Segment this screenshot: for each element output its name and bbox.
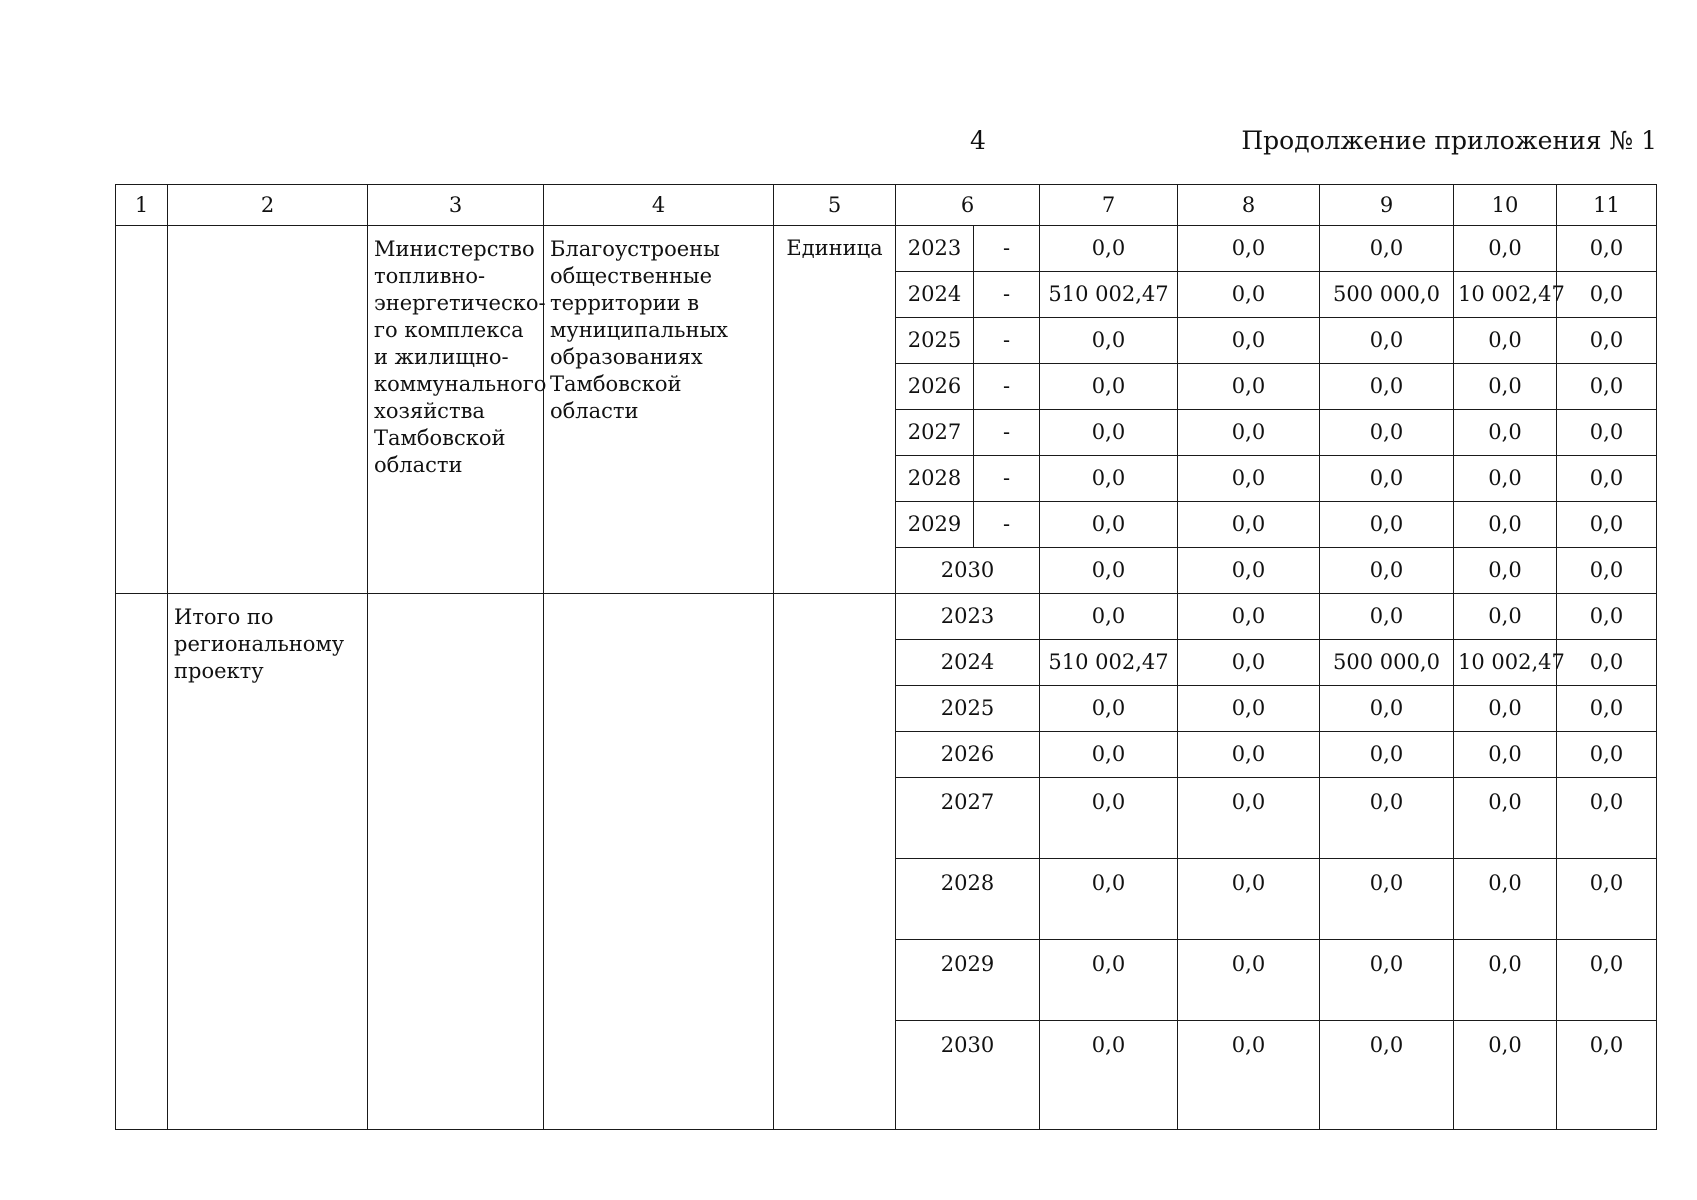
- plan-cell: -: [974, 502, 1040, 548]
- value-cell: 0,0: [1454, 226, 1557, 272]
- column-header: 4: [544, 185, 774, 226]
- row-number-cell: [116, 226, 168, 594]
- value-cell: 500 000,0: [1320, 640, 1454, 686]
- value-cell: 0,0: [1454, 502, 1557, 548]
- table-row: [116, 226, 1657, 272]
- value-cell: 0,0: [1454, 364, 1557, 410]
- table-body: [116, 185, 1657, 1130]
- name-cell: [168, 226, 368, 594]
- value-cell: 0,0: [1040, 548, 1178, 594]
- column-header: 5: [774, 185, 896, 226]
- value-cell: 0,0: [1320, 318, 1454, 364]
- value-cell: 0,0: [1178, 548, 1320, 594]
- value-cell: 0,0: [1040, 859, 1178, 940]
- value-cell: 0,0: [1040, 594, 1178, 640]
- value-cell: 0,0: [1178, 364, 1320, 410]
- column-header: 8: [1178, 185, 1320, 226]
- executor-cell: Министерство топливно-энергетическо-го комплекса и жилищно-коммунального хозяйства Тамбовской области: [368, 226, 544, 594]
- value-cell: 0,0: [1557, 859, 1657, 940]
- value-cell: 0,0: [1178, 502, 1320, 548]
- value-cell: 0,0: [1320, 859, 1454, 940]
- column-header: 11: [1557, 185, 1657, 226]
- value-cell: 0,0: [1040, 940, 1178, 1021]
- value-cell: 0,0: [1178, 732, 1320, 778]
- value-cell: 0,0: [1454, 859, 1557, 940]
- value-cell: 500 000,0: [1320, 272, 1454, 318]
- column-header: 2: [168, 185, 368, 226]
- value-cell: 0,0: [1040, 778, 1178, 859]
- year-cell: 2023: [896, 594, 1040, 640]
- column-header: 1: [116, 185, 168, 226]
- value-cell: 0,0: [1557, 940, 1657, 1021]
- plan-cell: -: [974, 272, 1040, 318]
- value-cell: 0,0: [1178, 410, 1320, 456]
- value-cell: 0,0: [1320, 226, 1454, 272]
- column-number-header-row: [116, 185, 1657, 226]
- value-cell: 0,0: [1557, 594, 1657, 640]
- column-header: 10: [1454, 185, 1557, 226]
- value-cell: 0,0: [1454, 410, 1557, 456]
- value-cell: 0,0: [1557, 732, 1657, 778]
- value-cell: 10 002,47: [1454, 272, 1557, 318]
- year-cell: 2027: [896, 410, 974, 456]
- value-cell: 0,0: [1040, 686, 1178, 732]
- value-cell: 0,0: [1178, 1021, 1320, 1130]
- value-cell: 0,0: [1178, 456, 1320, 502]
- column-header: 3: [368, 185, 544, 226]
- value-cell: 0,0: [1178, 594, 1320, 640]
- value-cell: 0,0: [1178, 859, 1320, 940]
- value-cell: 0,0: [1320, 502, 1454, 548]
- value-cell: 0,0: [1454, 940, 1557, 1021]
- year-cell: 2025: [896, 686, 1040, 732]
- value-cell: 0,0: [1557, 1021, 1657, 1130]
- value-cell: 0,0: [1557, 226, 1657, 272]
- value-cell: 510 002,47: [1040, 640, 1178, 686]
- result-cell: Благоустроены общественные территории в муниципальных образованиях Тамбовской области: [544, 226, 774, 594]
- value-cell: 0,0: [1040, 502, 1178, 548]
- value-cell: 0,0: [1040, 364, 1178, 410]
- appendix-continuation-note: Продолжение приложения № 1: [1241, 126, 1657, 155]
- executor-cell: [368, 594, 544, 1130]
- value-cell: 0,0: [1454, 594, 1557, 640]
- value-cell: 0,0: [1178, 640, 1320, 686]
- value-cell: 0,0: [1320, 456, 1454, 502]
- value-cell: 0,0: [1557, 778, 1657, 859]
- year-cell: 2029: [896, 940, 1040, 1021]
- value-cell: 510 002,47: [1040, 272, 1178, 318]
- value-cell: 0,0: [1454, 686, 1557, 732]
- year-cell: 2024: [896, 272, 974, 318]
- plan-cell: -: [974, 318, 1040, 364]
- year-cell: 2028: [896, 456, 974, 502]
- year-cell: 2029: [896, 502, 974, 548]
- value-cell: 10 002,47: [1454, 640, 1557, 686]
- value-cell: 0,0: [1320, 686, 1454, 732]
- row-number-cell: [116, 594, 168, 1130]
- value-cell: 0,0: [1040, 410, 1178, 456]
- value-cell: 0,0: [1557, 686, 1657, 732]
- column-header: 6: [896, 185, 1040, 226]
- value-cell: 0,0: [1320, 548, 1454, 594]
- value-cell: 0,0: [1557, 410, 1657, 456]
- year-cell: 2030: [896, 1021, 1040, 1130]
- year-cell: 2023: [896, 226, 974, 272]
- value-cell: 0,0: [1557, 364, 1657, 410]
- value-cell: 0,0: [1320, 1021, 1454, 1130]
- value-cell: 0,0: [1320, 778, 1454, 859]
- value-cell: 0,0: [1557, 272, 1657, 318]
- value-cell: 0,0: [1178, 686, 1320, 732]
- value-cell: 0,0: [1454, 456, 1557, 502]
- value-cell: 0,0: [1454, 1021, 1557, 1130]
- value-cell: 0,0: [1454, 318, 1557, 364]
- value-cell: 0,0: [1040, 226, 1178, 272]
- value-cell: 0,0: [1454, 548, 1557, 594]
- value-cell: 0,0: [1040, 456, 1178, 502]
- year-cell: 2026: [896, 732, 1040, 778]
- value-cell: 0,0: [1040, 732, 1178, 778]
- column-header: 7: [1040, 185, 1178, 226]
- plan-cell: -: [974, 456, 1040, 502]
- plan-cell: -: [974, 410, 1040, 456]
- value-cell: 0,0: [1178, 226, 1320, 272]
- value-cell: 0,0: [1320, 732, 1454, 778]
- year-cell: 2027: [896, 778, 1040, 859]
- value-cell: 0,0: [1320, 940, 1454, 1021]
- appendix-table: [115, 184, 1657, 1130]
- year-cell: 2026: [896, 364, 974, 410]
- value-cell: 0,0: [1178, 778, 1320, 859]
- value-cell: 0,0: [1178, 272, 1320, 318]
- value-cell: 0,0: [1040, 318, 1178, 364]
- value-cell: 0,0: [1454, 778, 1557, 859]
- value-cell: 0,0: [1320, 410, 1454, 456]
- value-cell: 0,0: [1178, 318, 1320, 364]
- value-cell: 0,0: [1178, 940, 1320, 1021]
- value-cell: 0,0: [1557, 502, 1657, 548]
- value-cell: 0,0: [1040, 1021, 1178, 1130]
- year-cell: 2025: [896, 318, 974, 364]
- value-cell: 0,0: [1557, 318, 1657, 364]
- total-label-cell: Итого по региональному проекту: [168, 594, 368, 1130]
- value-cell: 0,0: [1320, 594, 1454, 640]
- value-cell: 0,0: [1557, 640, 1657, 686]
- plan-cell: -: [974, 226, 1040, 272]
- value-cell: 0,0: [1557, 456, 1657, 502]
- result-cell: [544, 594, 774, 1130]
- value-cell: 0,0: [1454, 732, 1557, 778]
- table-row: [116, 594, 1657, 640]
- page-number: 4: [970, 126, 986, 155]
- year-cell: 2030: [896, 548, 1040, 594]
- year-cell: 2024: [896, 640, 1040, 686]
- plan-cell: -: [974, 364, 1040, 410]
- column-header: 9: [1320, 185, 1454, 226]
- unit-cell: [774, 594, 896, 1130]
- unit-cell: Единица: [774, 226, 896, 594]
- year-cell: 2028: [896, 859, 1040, 940]
- value-cell: 0,0: [1557, 548, 1657, 594]
- value-cell: 0,0: [1320, 364, 1454, 410]
